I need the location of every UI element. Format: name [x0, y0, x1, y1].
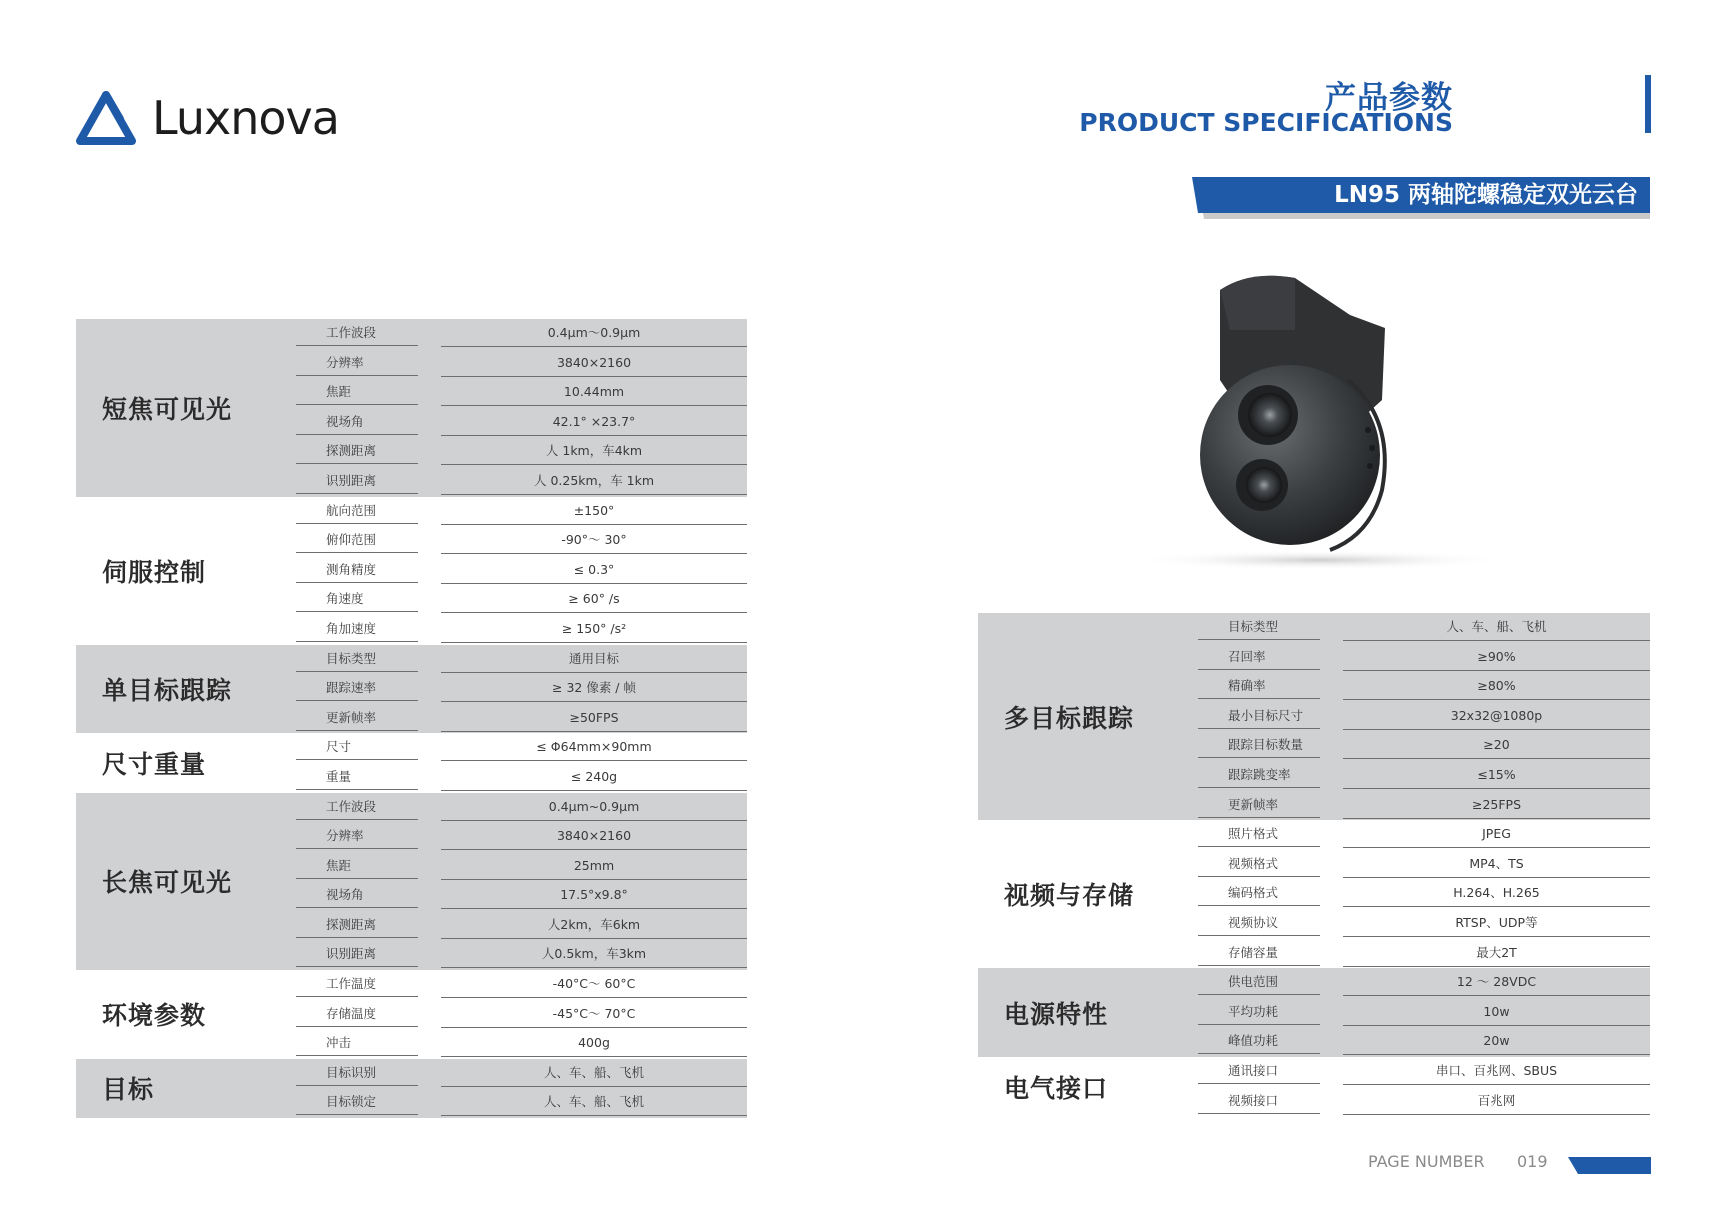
spec-section: [76, 970, 747, 1059]
footer-accent-bar: [1568, 1157, 1651, 1174]
spec-label: 航向范围: [296, 497, 418, 524]
spec-row: [978, 998, 1650, 1028]
spec-row: [76, 497, 747, 527]
spec-value: ≥ 150° /s²: [441, 615, 747, 643]
spec-value: 百兆网: [1343, 1087, 1650, 1115]
spec-row: [76, 556, 747, 586]
section-title: 短焦可见光: [102, 394, 233, 424]
left-spec-table: [76, 319, 747, 1118]
spec-row: [978, 1057, 1650, 1087]
spec-row: [76, 763, 747, 793]
heading-cn: 产品参数: [1325, 80, 1453, 116]
spec-row: [76, 585, 747, 615]
spec-row: [76, 852, 747, 882]
section-title: 电源特性: [1004, 999, 1109, 1029]
spec-value: 人、车、船、飞机: [441, 1059, 747, 1087]
section-title: 尺寸重量: [102, 749, 207, 779]
section-title: 环境参数: [102, 1001, 207, 1031]
spec-section: [76, 645, 747, 734]
spec-label: 角加速度: [296, 615, 418, 642]
brand-name: Luxnova: [152, 91, 339, 145]
spec-label: 分辨率: [296, 349, 418, 376]
spec-section: [76, 319, 747, 497]
spec-row: [978, 1087, 1650, 1117]
spec-value: ≤15%: [1343, 761, 1650, 789]
spec-label: 最小目标尺寸: [1198, 702, 1320, 729]
spec-label: 存储温度: [296, 1000, 418, 1027]
spec-value: -45°C～ 70°C: [441, 1000, 747, 1028]
spec-row: [76, 615, 747, 645]
spec-label: 俯仰范围: [296, 526, 418, 553]
spec-label: 探测距离: [296, 911, 418, 938]
spec-value: 人2km，车6km: [441, 911, 747, 939]
spec-row: [978, 1027, 1650, 1057]
section-title: 单目标跟踪: [102, 675, 233, 705]
spec-label: 精确率: [1198, 672, 1320, 699]
section-title: 电气接口: [1004, 1073, 1109, 1103]
spec-label: 通讯接口: [1198, 1057, 1320, 1084]
spec-row: [978, 939, 1650, 969]
spec-label: 跟踪速率: [296, 674, 418, 701]
spec-label: 召回率: [1198, 643, 1320, 670]
heading-accent-bar: [1645, 75, 1651, 133]
page-number: 019: [1517, 1152, 1548, 1171]
spec-row: [76, 822, 747, 852]
spec-label: 目标识别: [296, 1059, 418, 1086]
spec-value: ≤ 240g: [441, 763, 747, 791]
page-number-label: PAGE NUMBER: [1368, 1152, 1485, 1171]
spec-label: 焦距: [296, 378, 418, 405]
spec-row: [76, 793, 747, 823]
spec-label: 更新帧率: [1198, 791, 1320, 818]
product-image: [1120, 270, 1520, 580]
spec-row: [978, 850, 1650, 880]
spec-value: 10w: [1343, 998, 1650, 1026]
spec-row: [978, 643, 1650, 673]
spec-label: 视频协议: [1198, 909, 1320, 936]
spec-label: 视频接口: [1198, 1087, 1320, 1114]
spec-row: [76, 970, 747, 1000]
spec-label: 目标锁定: [296, 1088, 418, 1115]
spec-label: 供电范围: [1198, 968, 1320, 995]
spec-value: 400g: [441, 1029, 747, 1057]
spec-row: [76, 881, 747, 911]
spec-label: 目标类型: [296, 645, 418, 672]
spec-label: 视频格式: [1198, 850, 1320, 877]
spec-value: 人 1km，车4km: [441, 437, 747, 465]
spec-label: 视场角: [296, 408, 418, 435]
section-title: 长焦可见光: [102, 868, 233, 898]
spec-row: [76, 940, 747, 970]
spec-row: [978, 702, 1650, 732]
spec-value: ≥ 60° /s: [441, 585, 747, 613]
spec-value: 32x32@1080p: [1343, 702, 1650, 730]
spec-value: ≥ 32 像素 / 帧: [441, 674, 747, 702]
spec-label: 照片格式: [1198, 820, 1320, 847]
spec-label: 编码格式: [1198, 879, 1320, 906]
spec-row: [76, 733, 747, 763]
spec-label: 识别距离: [296, 940, 418, 967]
spec-value: 10.44mm: [441, 378, 747, 406]
product-title: LN95 两轴陀螺稳定双光云台: [1334, 182, 1638, 208]
spec-value: 3840×2160: [441, 349, 747, 377]
spec-label: 目标类型: [1198, 613, 1320, 640]
spec-label: 视场角: [296, 881, 418, 908]
spec-value: 12 ～ 28VDC: [1343, 968, 1650, 996]
spec-value: JPEG: [1343, 820, 1650, 848]
spec-value: ≤ 0.3°: [441, 556, 747, 584]
spec-row: [978, 613, 1650, 643]
spec-value: ≤ Φ64mm×90mm: [441, 733, 747, 761]
spec-section: [978, 968, 1650, 1057]
spec-row: [978, 731, 1650, 761]
spec-section: [76, 1059, 747, 1118]
spec-label: 冲击: [296, 1029, 418, 1056]
spec-value: 20w: [1343, 1027, 1650, 1055]
spec-label: 测角精度: [296, 556, 418, 583]
spec-row: [76, 911, 747, 941]
spec-row: [978, 879, 1650, 909]
product-banner: [1192, 177, 1650, 219]
spec-row: [978, 791, 1650, 821]
spec-label: 分辨率: [296, 822, 418, 849]
spec-row: [76, 467, 747, 497]
spec-value: ≥20: [1343, 731, 1650, 759]
spec-section: [76, 497, 747, 645]
spec-value: 通用目标: [441, 645, 747, 673]
spec-value: 0.4μm～0.9μm: [441, 319, 747, 347]
spec-value: 人、车、船、飞机: [1343, 613, 1650, 641]
spec-label: 跟踪跳变率: [1198, 761, 1320, 788]
spec-row: [76, 674, 747, 704]
spec-value: 人 0.25km，车 1km: [441, 467, 747, 495]
spec-value: 串口、百兆网、SBUS: [1343, 1057, 1650, 1085]
spec-row: [978, 672, 1650, 702]
spec-label: 存储容量: [1198, 939, 1320, 966]
spec-value: ≥25FPS: [1343, 791, 1650, 819]
spec-value: ≥50FPS: [441, 704, 747, 732]
spec-label: 识别距离: [296, 467, 418, 494]
gimbal-camera-icon: [1120, 270, 1520, 580]
spec-value: 0.4μm~0.9μm: [441, 793, 747, 821]
spec-row: [978, 820, 1650, 850]
spec-label: 跟踪目标数量: [1198, 731, 1320, 758]
spec-value: MP4、TS: [1343, 850, 1650, 878]
spec-row: [76, 1000, 747, 1030]
section-title: 目标: [102, 1075, 155, 1105]
spec-value: -90°～ 30°: [441, 526, 747, 554]
spec-section: [978, 820, 1650, 968]
spec-label: 工作波段: [296, 319, 418, 346]
spec-section: [978, 613, 1650, 820]
spec-row: [76, 526, 747, 556]
spec-value: 25mm: [441, 852, 747, 880]
spec-value: RTSP、UDP等: [1343, 909, 1650, 937]
spec-label: 工作温度: [296, 970, 418, 997]
section-title: 多目标跟踪: [1004, 703, 1135, 733]
spec-value: 人、车、船、飞机: [441, 1088, 747, 1116]
heading-en: PRODUCT SPECIFICATIONS: [1079, 108, 1453, 137]
spec-row: [76, 704, 747, 734]
spec-row: [978, 968, 1650, 998]
spec-label: 探测距离: [296, 437, 418, 464]
spec-value: 人0.5km，车3km: [441, 940, 747, 968]
section-title: 视频与存储: [1004, 881, 1135, 911]
spec-row: [76, 319, 747, 349]
spec-row: [978, 761, 1650, 791]
spec-row: [76, 645, 747, 675]
brand-logo: [76, 88, 339, 148]
spec-label: 平均功耗: [1198, 998, 1320, 1025]
spec-section: [76, 793, 747, 971]
triangle-logo-icon: [76, 89, 136, 147]
right-spec-table: [978, 613, 1650, 1116]
spec-value: ±150°: [441, 497, 747, 525]
spec-row: [76, 1029, 747, 1059]
spec-row: [76, 408, 747, 438]
spec-row: [76, 378, 747, 408]
spec-label: 角速度: [296, 585, 418, 612]
spec-label: 尺寸: [296, 733, 418, 760]
spec-label: 工作波段: [296, 793, 418, 820]
spec-row: [978, 909, 1650, 939]
spec-section: [978, 1057, 1650, 1116]
spec-row: [76, 1059, 747, 1089]
spec-label: 重量: [296, 763, 418, 790]
spec-value: H.264、H.265: [1343, 879, 1650, 907]
spec-row: [76, 1088, 747, 1118]
spec-value: -40°C～ 60°C: [441, 970, 747, 998]
spec-value: 17.5°x9.8°: [441, 881, 747, 909]
spec-section: [76, 733, 747, 792]
spec-label: 更新帧率: [296, 704, 418, 731]
spec-value: ≥90%: [1343, 643, 1650, 671]
spec-row: [76, 437, 747, 467]
spec-value: ≥80%: [1343, 672, 1650, 700]
spec-label: 峰值功耗: [1198, 1027, 1320, 1054]
section-title: 伺服控制: [102, 557, 207, 587]
spec-value: 42.1° ×23.7°: [441, 408, 747, 436]
spec-row: [76, 349, 747, 379]
spec-value: 最大2T: [1343, 939, 1650, 967]
spec-value: 3840×2160: [441, 822, 747, 850]
spec-label: 焦距: [296, 852, 418, 879]
